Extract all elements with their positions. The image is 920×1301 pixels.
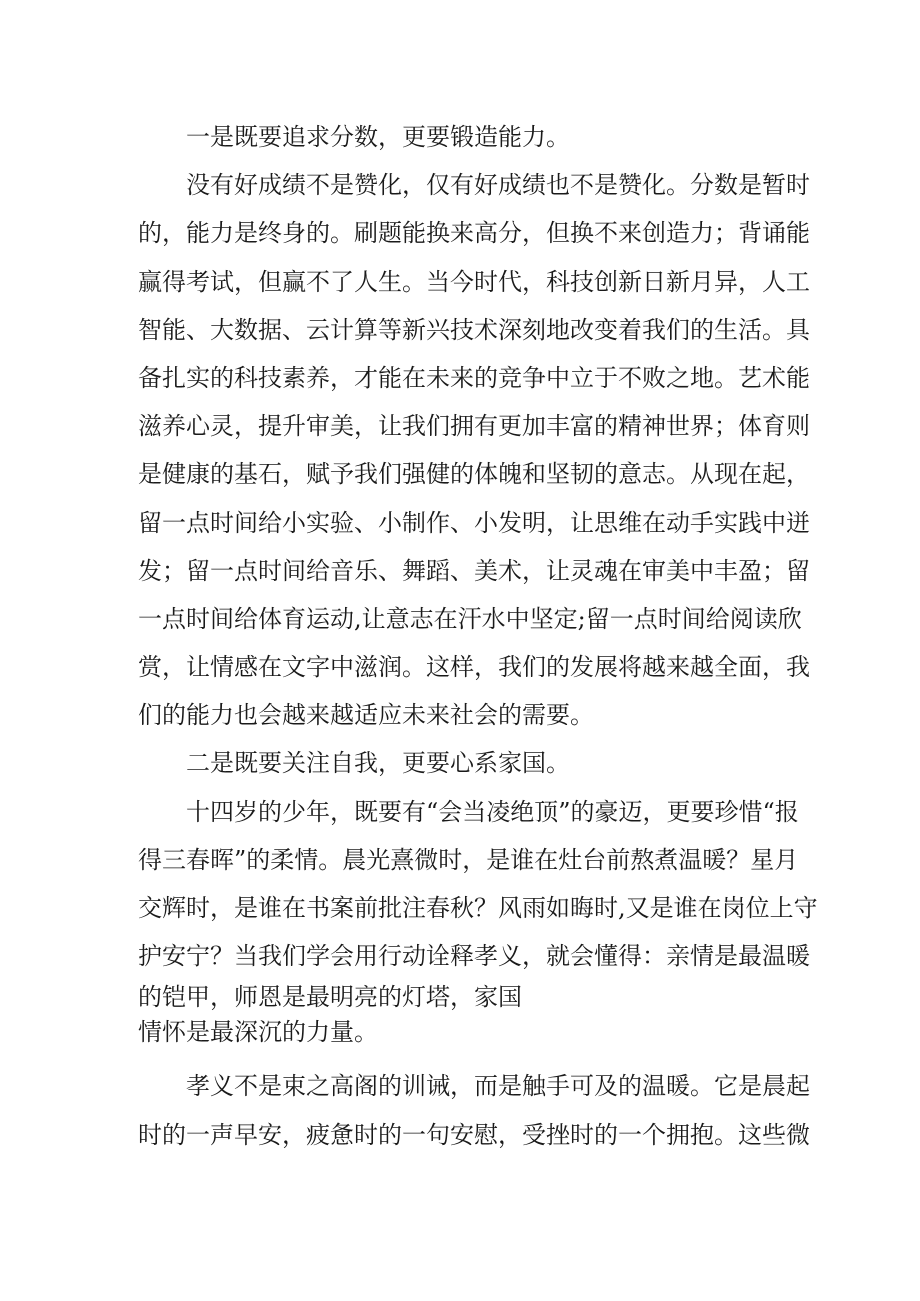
paragraph-line: 时的一声早安，疲惫时的一句安慰，受挫时的一个拥抱。这些微 [138, 1120, 810, 1149]
paragraph-line: 们的能力也会越来越适应未来社会的需要。 [138, 701, 594, 730]
paragraph-line: 是健康的基石，赋予我们强健的体魄和坚韧的意志。从现在起， [138, 460, 810, 489]
paragraph-line: 滋养心灵，提升审美，让我们拥有更加丰富的精神世界；体育则 [138, 412, 810, 441]
paragraph-line: 智能、大数据、云计算等新兴技术深刻地改变着我们的生活。具 [138, 315, 810, 344]
paragraph-line: 一点时间给体育运动,让意志在汗水中坚定;留一点时间给阅读欣 [138, 604, 802, 633]
paragraph-line: 得三春晖”的柔情。晨光熹微时，是谁在灶台前熬煮温暖？星月 [138, 845, 799, 874]
paragraph-line: 交辉时，是谁在书案前批注春秋？风雨如晦时,又是谁在岗位上守 [138, 894, 818, 922]
body-text [138, 113, 818, 1159]
paragraph-line: 情怀是最深沉的力量。 [138, 1018, 378, 1047]
paragraph-line: 孝义不是束之高阁的训诫，而是触手可及的温暖。它是晨起 [186, 1072, 810, 1101]
paragraph-line: 留一点时间给小实验、小制作、小发明，让思维在动手实践中迸 [138, 508, 810, 537]
paragraph-line: 的铠甲，师恩是最明亮的灯塔，家国 [138, 983, 522, 1012]
paragraph-line: 赏，让情感在文字中滋润。这样，我们的发展将越来越全面，我 [138, 653, 810, 682]
section-heading-1: 一是既要追求分数，更要锻造能力。 [186, 123, 570, 151]
paragraph-line: 的，能力是终身的。刷题能换来高分，但换不来创造力；背诵能 [138, 219, 810, 248]
paragraph-line: 护安宁？当我们学会用行动诠释孝义，就会懂得：亲情是最温暖 [138, 942, 810, 971]
paragraph-line: 发；留一点时间给音乐、舞蹈、美术，让灵魂在审美中丰盈；留 [138, 556, 810, 585]
paragraph-line: 赢得考试，但赢不了人生。当今时代，科技创新日新月异，人工 [138, 267, 810, 296]
section-heading-2: 二是既要关注自我，更要心系家国。 [186, 749, 570, 778]
paragraph-line: 备扎实的科技素养，才能在未来的竞争中立于不败之地。艺术能 [138, 363, 810, 392]
paragraph-line: 十四岁的少年，既要有“会当凌绝顶”的豪迈，更要珍惜“报 [186, 797, 799, 826]
paragraph-line: 没有好成绩不是赞化，仅有好成绩也不是赞化。分数是暂时 [186, 171, 810, 200]
